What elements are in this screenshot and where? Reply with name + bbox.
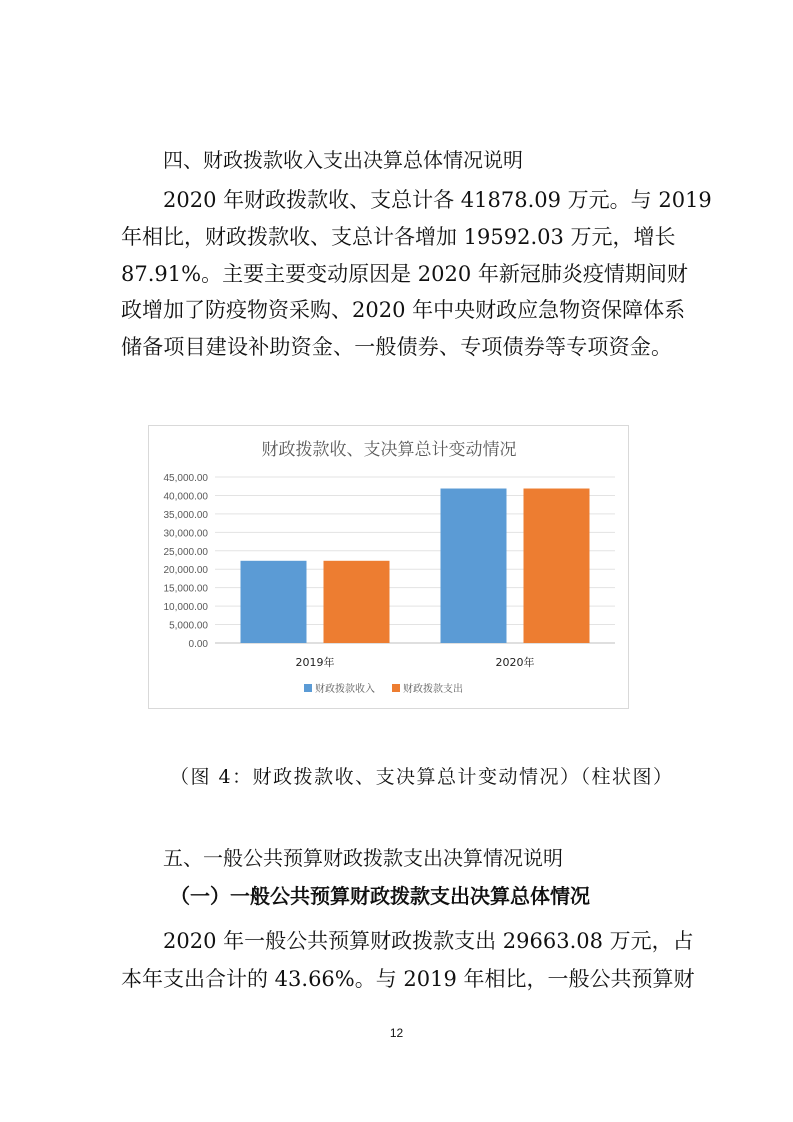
bar-2019年-财政拨款收入 (241, 561, 307, 643)
legend-swatch (392, 684, 400, 692)
y-tick-label: 10,000.00 (163, 602, 208, 614)
y-tick-label: 45,000.00 (163, 473, 208, 484)
chart-title: 财政拨款收、支决算总计变动情况 (261, 440, 517, 460)
bar-2019年-财政拨款支出 (324, 561, 390, 643)
paragraph-line: 2020 年一般公共预算财政拨款支出 29663.08 万元，占 (163, 929, 694, 953)
legend-label: 财政拨款收入 (315, 684, 375, 695)
bar-2020年-财政拨款收入 (441, 489, 507, 643)
y-tick-label: 15,000.00 (163, 583, 208, 595)
paragraph-line: 2020 年财政拨款收、支总计各 41878.09 万元。与 2019 (163, 188, 712, 212)
section4-heading: 四、财政拨款收入支出决算总体情况说明 (163, 148, 523, 172)
paragraph-line: 年相比，财政拨款收、支总计各增加 19592.03 万元，增长 (121, 225, 676, 249)
bar-chart (148, 425, 629, 709)
y-tick-label: 25,000.00 (163, 546, 208, 558)
legend-label: 财政拨款支出 (403, 684, 463, 695)
bar-2020年-财政拨款支出 (524, 489, 590, 643)
section5-subheading: （一）一般公共预算财政拨款支出决算总体情况 (170, 884, 590, 908)
page-number: 12 (389, 1026, 404, 1040)
y-tick-label: 30,000.00 (163, 528, 208, 540)
y-tick-label: 0.00 (188, 639, 208, 650)
y-tick-label: 20,000.00 (163, 565, 208, 577)
paragraph-line: 储备项目建设补助资金、一般债券、专项债券等专项资金。 (121, 335, 672, 359)
section5-heading: 五、一般公共预算财政拨款支出决算情况说明 (163, 846, 563, 870)
legend-swatch (304, 684, 312, 692)
paragraph-line: 87.91%。主要主要变动原因是 2020 年新冠肺炎疫情期间财 (121, 262, 688, 286)
y-tick-label: 40,000.00 (163, 491, 208, 503)
x-tick-label: 2019年 (295, 656, 335, 669)
y-tick-label: 35,000.00 (163, 509, 208, 521)
y-tick-label: 5,000.00 (169, 620, 208, 632)
x-tick-label: 2020年 (495, 656, 535, 669)
figure-caption: （图 4：财政拨款收、支决算总计变动情况）（柱状图） (170, 766, 672, 788)
chart-svg (149, 426, 628, 708)
paragraph-line: 本年支出合计的 43.66%。与 2019 年相比，一般公共预算财 (121, 967, 695, 991)
paragraph-line: 政增加了防疫物资采购、2020 年中央财政应急物资保障体系 (121, 298, 686, 322)
